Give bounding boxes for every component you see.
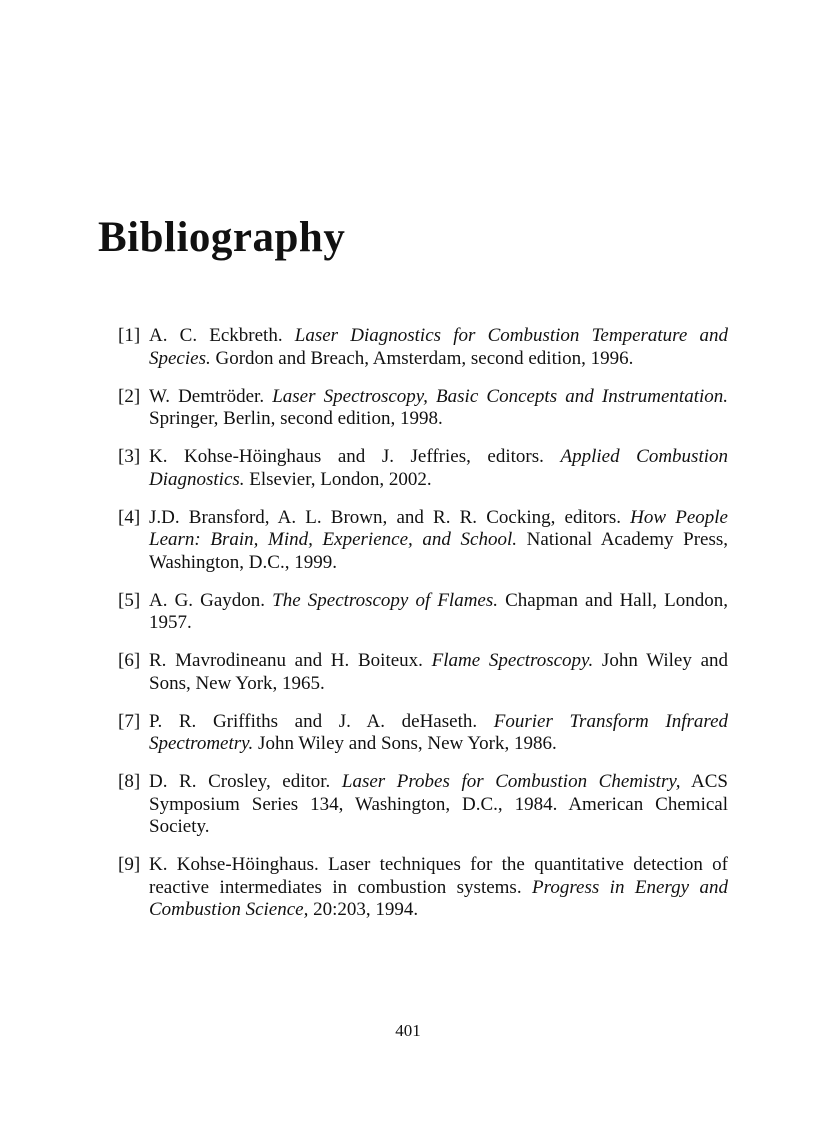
reference-number: [3]: [118, 446, 141, 467]
reference-publication: ACS Symposium Series 134, Washington, D.C., 1984. American Chemical Society.: [149, 771, 728, 837]
reference-item: [118, 386, 728, 431]
reference-authors: D. R. Crosley, editor.: [149, 771, 331, 792]
reference-number: [8]: [118, 771, 141, 792]
reference-authors: A. C. Eckbreth.: [149, 325, 283, 346]
reference-item: [118, 325, 728, 370]
reference-publication: John Wiley and Sons, New York, 1986.: [258, 733, 557, 754]
reference-title: Laser Diagnostics for Combustion Temperature and Species.: [149, 325, 728, 369]
reference-item: [118, 711, 728, 756]
reference-authors: J.D. Bransford, A. L. Brown, and R. R. Cocking, editors.: [149, 506, 621, 528]
reference-authors: P. R. Griffiths and J. A. deHaseth.: [149, 710, 478, 732]
reference-publication: Chapman and Hall, London, 1957.: [149, 589, 728, 633]
reference-authors: K. Kohse-Höinghaus and J. Jeffries, editors.: [149, 446, 544, 467]
reference-number: [9]: [118, 854, 141, 875]
reference-title: Fourier Transform Infrared Spectrometry.: [149, 710, 729, 754]
reference-number: [1]: [118, 325, 141, 346]
reference-title: Applied Combustion Diagnostics.: [149, 446, 728, 490]
reference-publication: National Academy Press, Washington, D.C., 1999.: [149, 529, 729, 573]
reference-publication: John Wiley and Sons, New York, 1965.: [149, 650, 729, 694]
reference-item: [118, 771, 728, 839]
reference-publication: Elsevier, London, 2002.: [249, 468, 432, 490]
reference-authors: A. G. Gaydon.: [149, 589, 266, 611]
reference-authors: R. Mavrodineanu and H. Boiteux.: [149, 650, 423, 671]
reference-authors: K. Kohse-Höinghaus. Laser techniques for the quantitative detection of reactive intermediates in combustion systems.: [149, 854, 728, 898]
page-number: 401: [395, 1021, 421, 1040]
reference-title: Flame Spectroscopy.: [431, 650, 594, 671]
reference-item: [118, 590, 728, 635]
reference-title: Progress in Energy and Combustion Science,: [149, 876, 728, 920]
reference-item: [118, 507, 728, 575]
reference-authors: W. Demtröder.: [149, 385, 265, 407]
reference-title: The Spectroscopy of Flames.: [272, 589, 499, 611]
page-title: Bibliography: [98, 214, 346, 261]
reference-title: How People Learn: Brain, Mind, Experience, and School.: [149, 506, 728, 550]
reference-number: [6]: [118, 650, 141, 671]
reference-publication: Springer, Berlin, second edition, 1998.: [149, 408, 443, 429]
reference-publication: 20:203, 1994.: [313, 899, 419, 920]
reference-number: [2]: [118, 385, 141, 407]
reference-title: Laser Spectroscopy, Basic Concepts and Instrumentation.: [272, 385, 728, 407]
reference-item: [118, 446, 728, 491]
reference-item: [118, 854, 728, 922]
reference-list: [118, 325, 728, 937]
reference-number: [4]: [118, 506, 141, 528]
reference-number: [5]: [118, 589, 141, 611]
reference-title: Laser Probes for Combustion Chemistry,: [341, 771, 681, 792]
reference-publication: Gordon and Breach, Amsterdam, second edition, 1996.: [215, 347, 634, 369]
reference-item: [118, 650, 728, 695]
reference-number: [7]: [118, 710, 141, 732]
